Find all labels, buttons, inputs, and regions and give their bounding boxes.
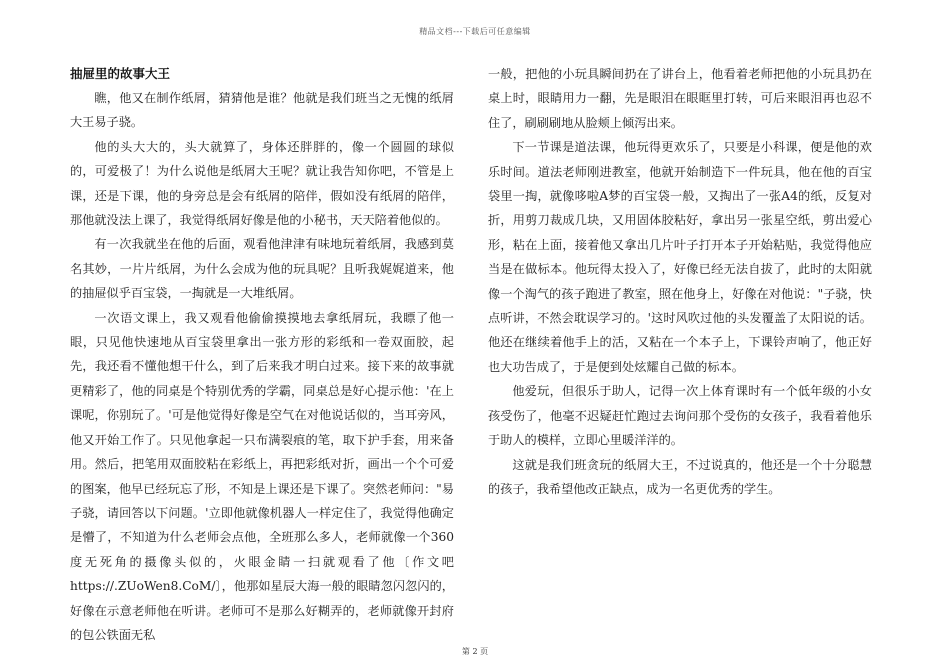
paragraph: 下一节课是道法课，他玩得更欢乐了，只要是小科课，便是他的欢乐时间。道法老师刚进教室，他就开始制造下一件玩具，他在他的百宝袋里一掏，就像哆啦A梦的百宝袋一般，又掏出了一张A4的纸，反复对折，用剪刀裁成几块，又用固体胶粘好，拿出另一张星空纸，剪出爱心形，粘在上面，接着他又拿出几片叶子打开本子开始粘贴，我觉得他应当是在做标本。他玩得太投入了，好像已经无法自拔了，此时的太阳就像一个淘气的孩子跑进了教室，照在他身上，好像在对他说："子骁，快点听讲，不然会耽误学习的。'这时风吹过他的头发覆盖了太阳说的话。他还在继续着他手上的活，又粘在一个本子上，下课铃声响了，他正好也大功告成了，于是便到处炫耀自己做的标本。 (488, 140, 872, 374)
paragraph: 有一次我就坐在他的后面，观看他津津有味地玩着纸屑，我感到莫名其妙，一片片纸屑，为什么会成为他的玩具呢？且听我娓娓道来，他的抽屉似乎百宝袋，一掏就是一大堆纸屑。 (70, 237, 454, 301)
paragraph: 这就是我们班贪玩的纸屑大王，不过说真的，他还是一个十分聪慧的孩子，我希望他改正缺点，成为一名更优秀的学生。 (488, 457, 872, 496)
page-header: 精品文档---下载后可任意编辑 (419, 27, 531, 36)
page-number: 第 2 页 (461, 647, 489, 656)
article-title: 抽屉里的故事大王 (70, 66, 171, 81)
paragraph: 一次语文课上，我又观看他偷偷摸摸地去拿纸屑玩，我瞟了他一眼，只见他快速地从百宝袋里拿出一张方形的彩纸和一卷双面胶，起先，我还看不懂他想干什么，到了后来我才明白过来。接下来的故事就更精彩了，他的同桌是个特别优秀的学霸，同桌总是好心提示他：'在上课呢，你别玩了。'可是他觉得好像是空气在对他说话似的，当耳旁风，他又开始工作了。只见他拿起一只布满裂痕的笔，取下护手套，用来备用。然后，把笔用双面胶粘在彩纸上，再把彩纸对折，画出一个个可爱的图案，他早已经玩忘了形，不知是上课还是下课了。突然老师问："易子骁，请回答以下问题。'立即他就像机器人一样定住了，我觉得他确定是懵了，不知道为什么老师会点他，全班那么多人，老师就像一个360度无死角的摄像头似的，火眼金睛一扫就观看了他〔作文吧https://.ZUoWen8.CoM/〕，他那如星辰大海一般的眼睛忽闪忽闪的，好像在示意老师他在听讲。老师可不是那么好糊弄的，老师就像开封府的包公铁面无私 (70, 310, 454, 642)
paragraph: 他的头大大的，头大就算了，身体还胖胖的，像一个圆圆的球似的，可爱极了！为什么说他是纸屑大王呢？就让我告知你吧，不管是上课，还是下课，他的身旁总是会有纸屑的陪伴，假如没有纸屑的陪伴，那他就没法上课了，我觉得纸屑好像是他的小秘书，天天陪着他似的。 (70, 139, 454, 228)
left-column (70, 62, 454, 647)
right-column (488, 62, 872, 501)
paragraph: 瞧，他又在制作纸屑，猜猜他是谁？他就是我们班当之无愧的纸屑大王易子骁。 (70, 91, 454, 130)
paragraph-continuation: 一般，把他的小玩具瞬间扔在了讲台上，他看着老师把他的小玩具扔在桌上时，眼睛用力一翻，先是眼泪在眼眶里打转，可后来眼泪再也忍不住了，刷刷刷地从脸颊上倾泻出来。 (488, 67, 872, 130)
paragraph: 他爱玩，但很乐于助人，记得一次上体育课时有一个低年级的小女孩受伤了，他毫不迟疑赶忙跑过去询问那个受伤的女孩子，我看着他乐于助人的模样，立即心里暖洋洋的。 (488, 384, 872, 448)
